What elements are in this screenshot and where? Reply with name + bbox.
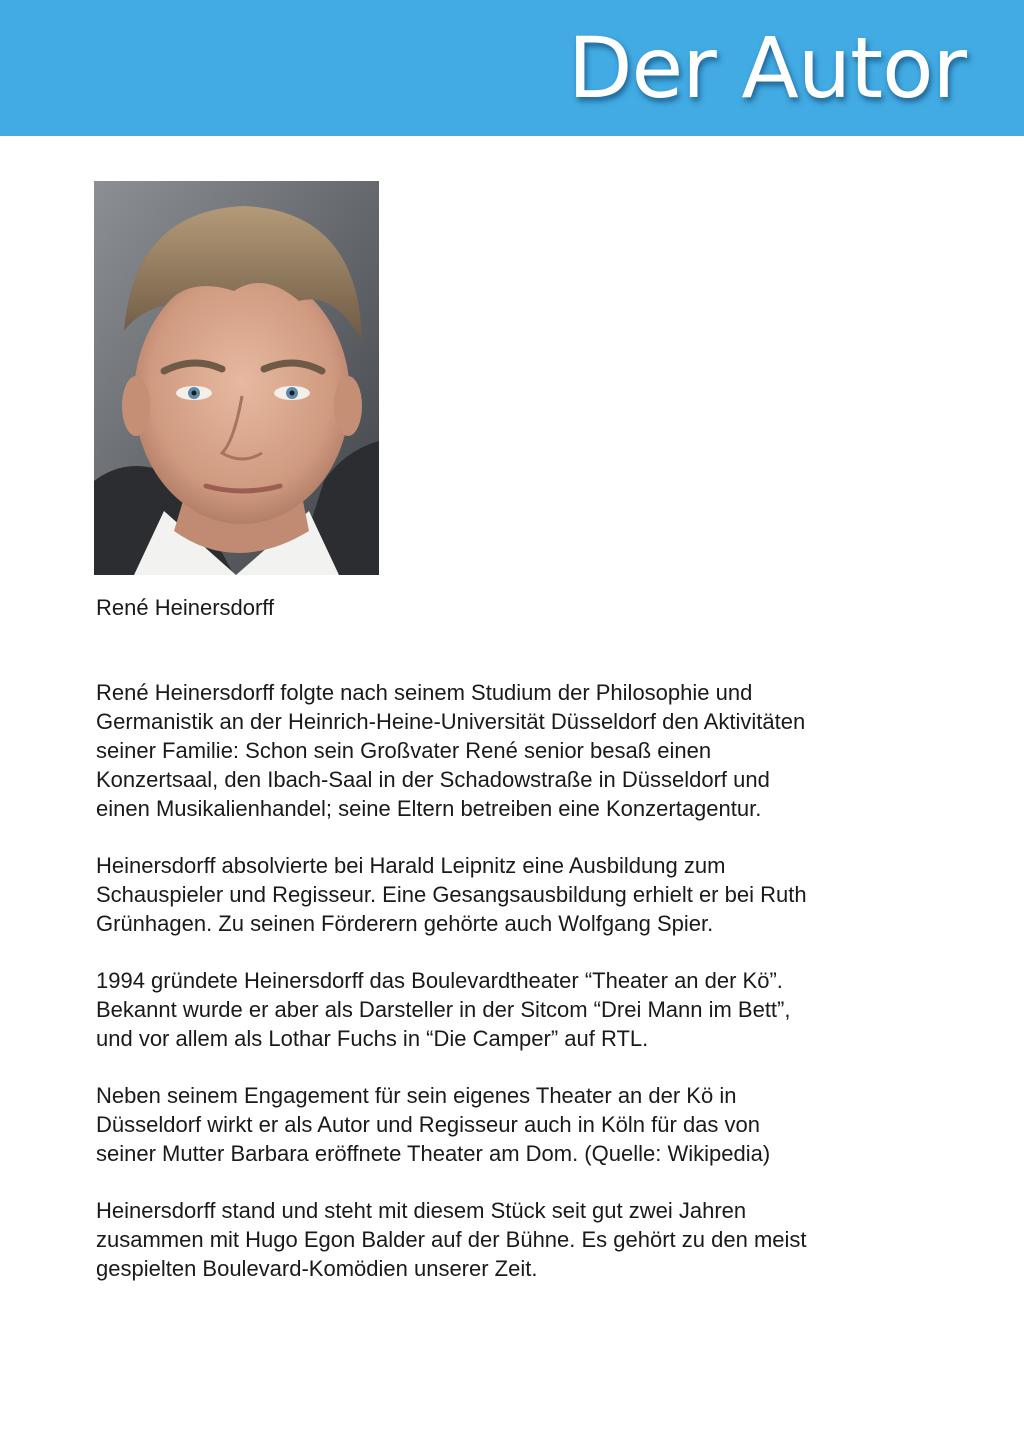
header-bar — [0, 0, 1024, 136]
bio-paragraph: Heinersdorff stand und steht mit diesem Stück seit gut zwei Jahren zusammen mit Hugo Egon Balder auf der Bühne. Es gehört zu den meist gespielten Boulevard-Komödien unserer Zeit. — [96, 1198, 807, 1281]
bio-paragraph: 1994 gründete Heinersdorff das Boulevardtheater “Theater an der Kö”. Bekannt wurde er aber als Darsteller in der Sitcom “Drei Mann im Bett”, und vor allem als Lothar Fuchs in “Die Camper” auf RTL. — [96, 968, 791, 1051]
author-portrait-icon — [94, 181, 379, 575]
portrait-caption: René Heinersdorff — [96, 595, 275, 620]
author-portrait — [94, 181, 379, 575]
page-title: Der Autor — [567, 19, 966, 117]
bio-paragraph: Heinersdorff absolvierte bei Harald Leipnitz eine Ausbildung zum Schauspieler und Regisseur. Eine Gesangsausbildung erhielt er bei Ruth Grünhagen. Zu seinen Förderern gehörte auch Wolfgang Spier. — [96, 853, 807, 936]
bio-paragraph: Neben seinem Engagement für sein eigenes Theater an der Kö in Düsseldorf wirkt er als Autor und Regisseur auch in Köln für das von seiner Mutter Barbara eröffnete Theater am Dom. (Quelle: Wikipedia) — [96, 1083, 771, 1166]
bio-paragraph: René Heinersdorff folgte nach seinem Studium der Philosophie und Germanistik an der Heinrich-Heine-Universität Düsseldorf den Aktivitäten seiner Familie: Schon sein Großvater René senior besaß einen Konzertsaal, den Ibach-Saal in der Schadowstraße in Düsseldorf und einen Musikalienhandel; seine Eltern betreiben eine Konzertagentur. — [96, 680, 806, 821]
author-biography — [96, 678, 956, 1311]
